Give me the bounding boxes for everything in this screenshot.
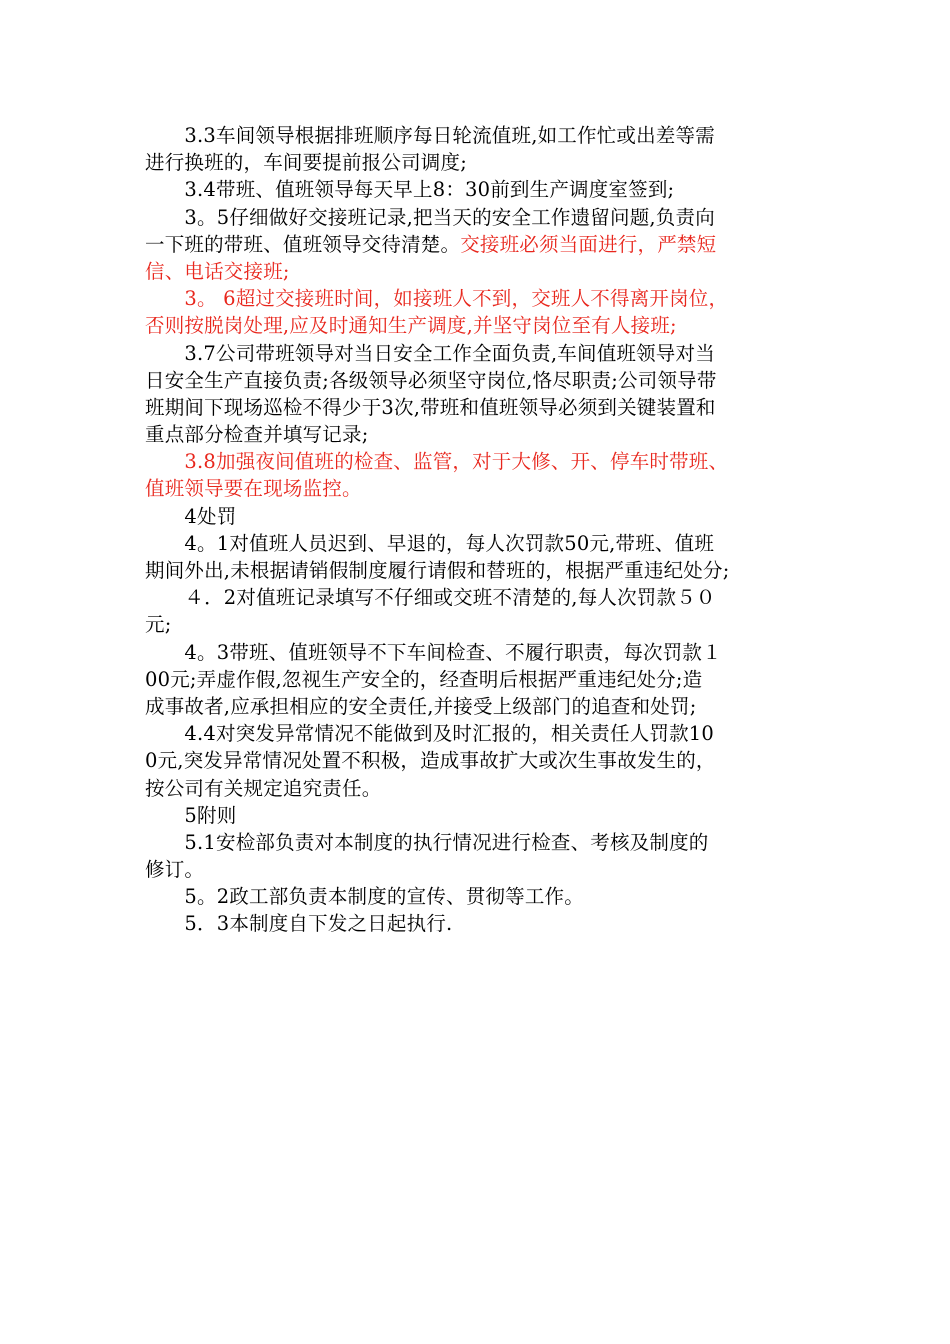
text-line bbox=[145, 367, 817, 394]
text-line bbox=[145, 204, 817, 231]
body-text: 5.1安检部负责对本制度的执行情况进行检查、考核及制度的 bbox=[145, 830, 709, 854]
text-line bbox=[145, 312, 817, 339]
text-line bbox=[145, 448, 817, 475]
body-text: 期间外出,未根据请销假制度履行请假和替班的，根据严重违纪处分; bbox=[145, 559, 730, 582]
emphasis-text: 3。 6超过交接班时间，如接班人不到，交班人不得离开岗位， bbox=[145, 287, 729, 311]
text-line bbox=[145, 340, 817, 367]
body-text: ４．2对值班记录填写不仔细或交班不清楚的,每人次罚款５０ bbox=[145, 586, 716, 610]
text-line bbox=[145, 611, 817, 638]
text-line bbox=[145, 639, 817, 666]
text-line bbox=[145, 394, 817, 421]
body-text: 一下班的带班、值班领导交待清楚。 bbox=[145, 232, 461, 256]
text-line bbox=[145, 883, 817, 910]
text-line bbox=[145, 176, 817, 203]
text-line bbox=[145, 149, 817, 176]
text-line bbox=[145, 747, 817, 774]
text-line bbox=[145, 421, 817, 448]
body-text: 3.7公司带班领导对当日安全工作全面负责,车间值班领导对当 bbox=[145, 341, 715, 365]
body-text: 3.3车间领导根据排班顺序每日轮流值班,如工作忙或出差等需 bbox=[145, 124, 715, 147]
body-text: 3.4带班、值班领导每天早上8：30前到生产调度室签到; bbox=[145, 178, 675, 202]
body-text: 元; bbox=[145, 613, 172, 637]
emphasis-text: 信、电话交接班; bbox=[145, 259, 290, 283]
text-line bbox=[145, 910, 817, 937]
body-text: 0元,突发异常情况处置不积极，造成事故扩大或次生事故发生的， bbox=[145, 749, 716, 773]
body-text: 4处罚 bbox=[145, 504, 237, 528]
body-text: 4。1对值班人员迟到、早退的，每人次罚款50元,带班、值班 bbox=[145, 531, 715, 555]
text-line bbox=[145, 584, 817, 611]
text-line bbox=[145, 231, 817, 258]
emphasis-text: 值班领导要在现场监控。 bbox=[145, 477, 362, 501]
body-text: 按公司有关规定追究责任。 bbox=[145, 776, 382, 800]
text-line bbox=[145, 530, 817, 557]
body-text: 重点部分检查并填写记录; bbox=[145, 423, 369, 447]
document-body bbox=[145, 122, 817, 938]
text-line bbox=[145, 122, 817, 149]
text-line bbox=[145, 829, 817, 856]
text-line bbox=[145, 285, 817, 312]
text-line bbox=[145, 557, 817, 584]
emphasis-text: 否则按脱岗处理,应及时通知生产调度,并坚守岗位至有人接班; bbox=[145, 314, 677, 338]
text-line bbox=[145, 775, 817, 802]
text-line bbox=[145, 693, 817, 720]
body-text: 成事故者,应承担相应的安全责任,并接受上级部门的追查和处罚; bbox=[145, 694, 697, 718]
body-text: 3。5仔细做好交接班记录,把当天的安全工作遗留问题,负责向 bbox=[145, 205, 715, 229]
body-text: 5附则 bbox=[145, 803, 237, 827]
body-text: 4.4对突发异常情况不能做到及时汇报的，相关责任人罚款10 bbox=[145, 722, 715, 746]
emphasis-text: 3.8加强夜间值班的检查、监管，对于大修、开、停车时带班、 bbox=[145, 450, 729, 474]
body-text: 00元;弄虚作假,忽视生产安全的，经查明后根据严重违纪处分;造 bbox=[145, 667, 703, 691]
text-line bbox=[145, 258, 817, 285]
text-line bbox=[145, 666, 817, 693]
text-line bbox=[145, 475, 817, 502]
body-text: 日安全生产直接负责;各级领导必须坚守岗位,恪尽职责;公司领导带 bbox=[145, 368, 717, 392]
text-line bbox=[145, 503, 817, 530]
body-text: 班期间下现场巡检不得少于3次,带班和值班领导必须到关键装置和 bbox=[145, 395, 716, 419]
text-line bbox=[145, 856, 817, 883]
emphasis-text: 交接班必须当面进行，严禁短 bbox=[460, 232, 717, 256]
body-text: 4。3带班、值班领导不下车间检查、不履行职责，每次罚款１ bbox=[145, 640, 722, 664]
body-text: 修订。 bbox=[145, 858, 205, 882]
body-text: 进行换班的，车间要提前报公司调度; bbox=[145, 151, 467, 175]
text-line bbox=[145, 720, 817, 747]
body-text: 5。2政工部负责本制度的宣传、贯彻等工作。 bbox=[145, 885, 584, 909]
body-text: 5．3本制度自下发之日起执行. bbox=[145, 912, 453, 936]
text-line bbox=[145, 802, 817, 829]
